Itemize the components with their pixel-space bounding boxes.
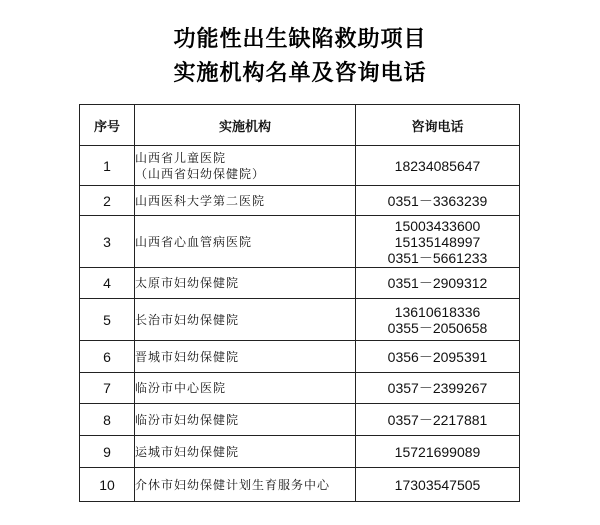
table-row — [80, 404, 520, 436]
institution-name-cell — [135, 299, 356, 341]
row-number: 9 — [80, 436, 135, 468]
row-number: 5 — [80, 299, 135, 341]
table-row — [80, 436, 520, 468]
row-number: 1 — [80, 146, 135, 186]
table-row — [80, 373, 520, 404]
document-title-line-1: 功能性出生缺陷救助项目 — [173, 27, 427, 52]
phone-cell — [356, 299, 520, 341]
header-phone: 咨询电话 — [356, 105, 520, 146]
phone-number: 15135148997 — [394, 233, 481, 250]
phone-number: 0355－2050658 — [387, 319, 488, 336]
table-row — [80, 186, 520, 216]
institution-table — [79, 104, 520, 502]
institution-name-cell — [135, 404, 356, 436]
phone-cell — [356, 216, 520, 268]
table-row — [80, 299, 520, 341]
row-number: 3 — [80, 216, 135, 268]
institution-name-cell — [135, 436, 356, 468]
institution-name-line: 山西医科大学第二医院 — [135, 193, 266, 208]
table-row — [80, 341, 520, 373]
row-number: 4 — [80, 268, 135, 299]
institution-name-line: 介休市妇幼保健计划生育服务中心 — [135, 477, 331, 492]
phone-cell — [356, 268, 520, 299]
institution-name-line: （山西省妇幼保健院） — [135, 166, 266, 181]
row-number: 8 — [80, 404, 135, 436]
phone-number: 0357－2217881 — [387, 411, 488, 428]
row-number: 10 — [80, 468, 135, 502]
row-number: 7 — [80, 373, 135, 404]
institution-name-cell — [135, 186, 356, 216]
phone-cell — [356, 146, 520, 186]
phone-number: 0351－2909312 — [387, 275, 488, 291]
institution-name-cell — [135, 216, 356, 268]
institution-name-line: 临汾市中心医院 — [135, 381, 227, 395]
phone-number: 18234085647 — [394, 157, 481, 174]
institution-name-cell — [135, 341, 356, 373]
phone-number: 17303547505 — [394, 476, 481, 493]
phone-cell — [356, 468, 520, 502]
phone-cell — [356, 404, 520, 436]
institution-name-line: 山西省心血管病医院 — [135, 234, 253, 249]
institution-name-cell — [135, 146, 356, 186]
row-number: 6 — [80, 341, 135, 373]
phone-cell — [356, 341, 520, 373]
institution-name-cell — [135, 373, 356, 404]
institution-name-line: 晋城市妇幼保健院 — [135, 349, 240, 364]
table-header-row — [80, 105, 520, 146]
institution-name-line: 运城市妇幼保健院 — [135, 444, 240, 459]
phone-number: 15721699089 — [394, 443, 481, 460]
institution-name-line: 临汾市妇幼保健院 — [135, 412, 240, 427]
table-row — [80, 216, 520, 268]
row-number: 2 — [80, 186, 135, 216]
institution-name-line: 太原市妇幼保健院 — [135, 276, 240, 290]
phone-number: 0357－2399267 — [387, 380, 488, 396]
table-row — [80, 146, 520, 186]
phone-number: 15003433600 — [394, 217, 481, 234]
document-title-line-2: 实施机构名单及咨询电话 — [173, 61, 427, 86]
phone-cell — [356, 436, 520, 468]
table-row — [80, 268, 520, 299]
header-institution: 实施机构 — [135, 105, 356, 146]
header-number: 序号 — [80, 105, 135, 146]
phone-cell — [356, 373, 520, 404]
institution-name-cell — [135, 468, 356, 502]
phone-number: 0356－2095391 — [387, 348, 488, 365]
institution-name-line: 长治市妇幼保健院 — [135, 312, 240, 327]
phone-number: 0351－3363239 — [387, 192, 488, 209]
institution-name-line: 山西省儿童医院 — [135, 150, 227, 165]
institution-name-cell — [135, 268, 356, 299]
table-row — [80, 468, 520, 502]
phone-cell — [356, 186, 520, 216]
phone-number: 0351－5661233 — [387, 249, 488, 266]
phone-number: 13610618336 — [394, 303, 481, 320]
